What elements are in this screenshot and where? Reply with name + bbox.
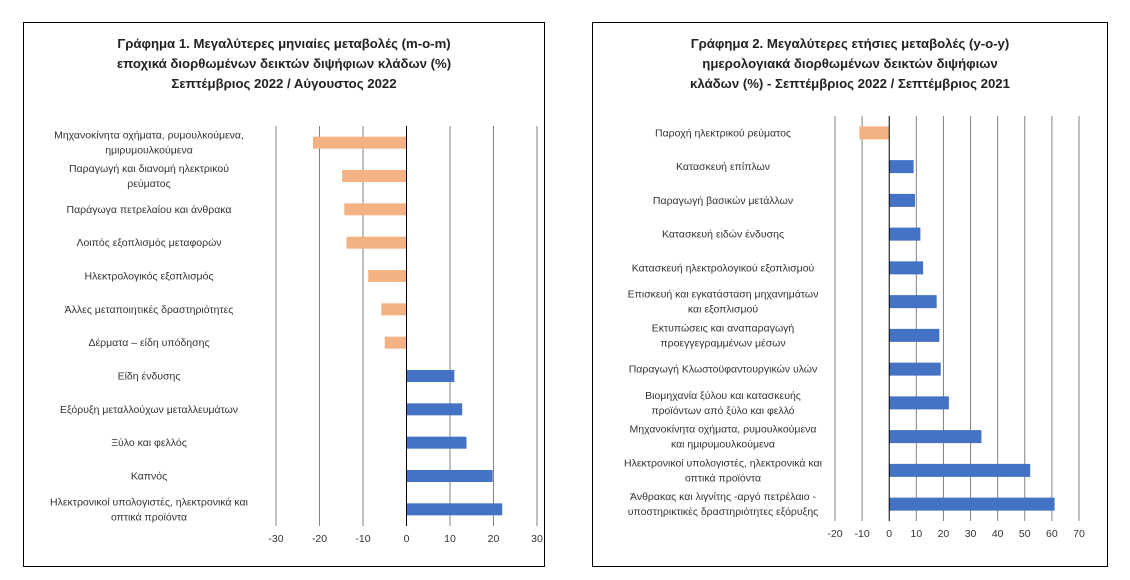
- category-label: Λοιπός εξοπλισμός μεταφορών: [76, 237, 222, 250]
- x-tick-label: -30: [268, 533, 284, 545]
- category-label: προεγγεγραμμένων μέσων: [660, 337, 786, 350]
- chart-1-plot: [24, 23, 546, 568]
- x-tick-label: -20: [311, 533, 328, 545]
- category-label: Ηλεκτρολογικός εξοπλισμός: [84, 270, 214, 283]
- category-label: Ξύλο και φελλός: [111, 437, 187, 450]
- category-label: ημιρυμουλκούμενα: [105, 144, 193, 157]
- bar-1: [313, 137, 407, 149]
- bar-8: [889, 363, 941, 376]
- bar-5: [368, 270, 406, 282]
- x-tick-label: 20: [487, 533, 500, 545]
- category-label: Επισκευή και εγκατάσταση μηχανημάτων: [627, 288, 819, 301]
- bar-12: [889, 498, 1054, 511]
- category-label: Κατασκευή ηλεκτρολογικού εξοπλισμού: [631, 262, 815, 275]
- x-tick-label: -10: [355, 533, 371, 545]
- bar-6: [889, 295, 936, 308]
- chart-1-title-line-1: Γράφημα 1. Μεγαλύτερες μηνιαίες μεταβολές (m-o-m): [117, 36, 451, 51]
- category-label: ρεύματος: [127, 178, 171, 190]
- chart-panel-1: [23, 22, 545, 567]
- category-label: και ημιρυμουλκούμενα: [670, 438, 776, 451]
- x-tick-label: 10: [910, 528, 923, 540]
- chart-2-title-line-2: ημερολογιακά διορθωμένων δεικτών διψήφιων: [702, 56, 998, 71]
- category-label: Ηλεκτρονικοί υπολογιστές, ηλεκτρονικά και: [50, 496, 248, 509]
- category-label: Καπνός: [130, 470, 168, 483]
- category-label: Παράγωγα πετρελαίου και άνθρακα: [66, 203, 232, 216]
- x-tick-label: 50: [1018, 528, 1031, 540]
- category-label: προϊόντων από ξύλο και φελλό: [651, 404, 795, 417]
- category-label: Μηχανοκίνητα οχήματα, ρυμουλκούμενα,: [54, 129, 244, 142]
- chart-2-title-line-1: Γράφημα 2. Μεγαλύτερες ετήσιες μεταβολές (y-o-y): [690, 36, 1010, 51]
- bar-3: [344, 203, 406, 215]
- bar-11: [889, 464, 1030, 477]
- bar-2: [889, 160, 913, 173]
- bar-7: [385, 337, 407, 349]
- category-label: Κατασκευή ειδών ένδυσης: [661, 228, 785, 241]
- bar-5: [889, 261, 923, 274]
- x-tick-label: 0: [886, 528, 893, 540]
- x-tick-label: 60: [1046, 528, 1058, 540]
- category-label: Άλλες μεταποιητικές δραστηριότητες: [64, 303, 234, 316]
- category-label: Παραγωγή Κλωστοϋφαντουργικών υλών: [628, 363, 818, 376]
- bar-7: [889, 329, 939, 342]
- bar-8: [407, 370, 455, 382]
- category-label: Είδη ένδυσης: [117, 370, 181, 383]
- bar-10: [407, 437, 467, 449]
- x-tick-label: 40: [991, 528, 1004, 540]
- category-label: Άνθρακας και λιγνίτης -αργό πετρέλαιο -: [630, 491, 816, 504]
- bar-2: [342, 170, 406, 182]
- x-tick-label: 30: [531, 533, 543, 545]
- bar-9: [407, 403, 463, 415]
- category-label: Εκτυπώσεις και αναπαραγωγή: [651, 322, 795, 335]
- category-label: Μηχανοκίνητα οχήματα, ρυμουλκούμενα: [629, 423, 817, 436]
- category-label: και εξοπλισμού: [687, 303, 759, 316]
- bar-11: [407, 470, 493, 482]
- category-label: Παροχή ηλεκτρικού ρεύματος: [655, 127, 791, 140]
- bar-4: [889, 228, 920, 241]
- bar-9: [889, 396, 949, 409]
- x-tick-label: -10: [854, 528, 870, 540]
- chart-panel-2: [592, 22, 1108, 567]
- bar-6: [381, 303, 406, 315]
- category-label: Κατασκευή επίπλων: [676, 161, 770, 174]
- x-tick-label: -20: [827, 528, 843, 540]
- x-tick-label: 10: [444, 533, 456, 545]
- x-tick-label: 30: [964, 528, 977, 540]
- bar-3: [889, 194, 915, 207]
- x-tick-label: 20: [937, 528, 950, 540]
- category-label: Εξόρυξη μεταλλούχων μεταλλευμάτων: [59, 403, 239, 416]
- bar-12: [407, 503, 503, 515]
- category-label: οπτικά προϊόντα: [110, 511, 188, 524]
- category-label: υποστηρικτικές δραστηριότητες εξόρυξης: [627, 506, 819, 519]
- category-label: οπτικά προϊόντα: [684, 472, 762, 485]
- chart-2-plot: [593, 23, 1109, 568]
- chart-2-title-line-3: κλάδων (%) - Σεπτέμβριος 2022 / Σεπτέμβριος 2021: [690, 76, 1010, 91]
- chart-1-title-line-3: Σεπτέμβριος 2022 / Αύγουστος 2022: [171, 76, 397, 91]
- category-label: Ηλεκτρονικοί υπολογιστές, ηλεκτρονικά και: [624, 457, 822, 470]
- bar-10: [889, 430, 981, 443]
- category-label: Βιομηχανία ξύλου και κατασκευής: [645, 389, 801, 402]
- x-tick-label: 0: [403, 533, 410, 545]
- bar-1: [859, 126, 889, 139]
- category-label: Παραγωγή βασικών μετάλλων: [652, 194, 794, 207]
- bar-4: [346, 237, 406, 249]
- category-label: Δέρματα – είδη υπόδησης: [88, 337, 210, 350]
- x-tick-label: 70: [1073, 528, 1085, 540]
- category-label: Παραγωγή και διανομή ηλεκτρικού: [69, 163, 229, 175]
- chart-1-title-line-2: εποχικά διορθωμένων δεικτών διψήφιων κλάδων (%): [116, 56, 452, 71]
